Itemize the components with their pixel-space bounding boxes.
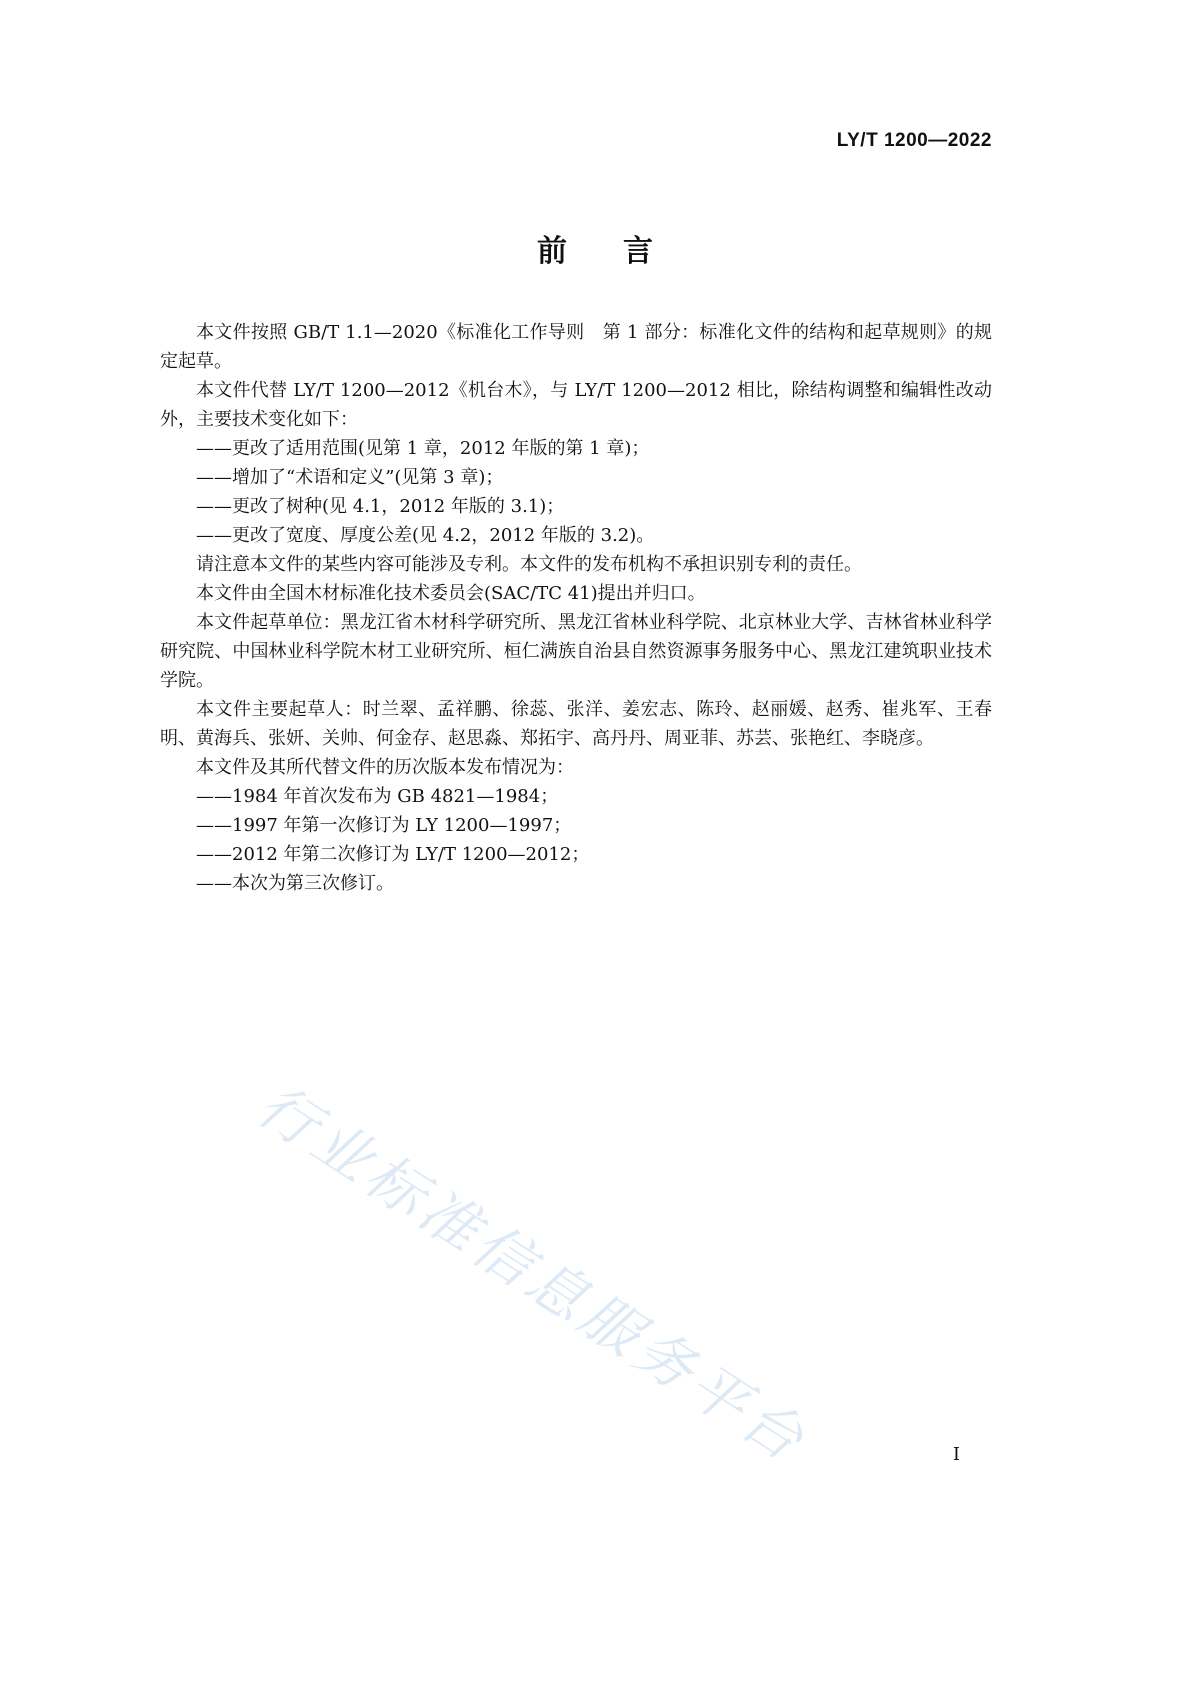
paragraph-drafting-rules: 本文件按照 GB/T 1.1—2020《标准化工作导则 第 1 部分：标准化文件的结构和起草规则》的规定起草。 xyxy=(160,322,992,372)
list-item-change-terms: ——增加了“术语和定义”(见第 3 章)； xyxy=(196,467,504,488)
list-item-history-2012: ——2012 年第二次修订为 LY/T 1200—2012； xyxy=(196,844,590,865)
paragraph-history-intro: 本文件及其所代替文件的历次版本发布情况为： xyxy=(196,757,574,778)
list-item-change-scope: ——更改了适用范围(见第 1 章，2012 年版的第 1 章)； xyxy=(196,438,650,459)
paragraph-patent-notice: 请注意本文件的某些内容可能涉及专利。本文件的发布机构不承担识别专利的责任。 xyxy=(196,554,862,575)
paragraph-proposer: 本文件由全国木材标准化技术委员会(SAC/TC 41)提出并归口。 xyxy=(196,583,706,604)
document-body xyxy=(160,318,992,898)
list-item-change-species: ——更改了树种(见 4.1，2012 年版的 3.1)； xyxy=(196,496,565,517)
list-item-history-1984: ——1984 年首次发布为 GB 4821—1984； xyxy=(196,786,559,807)
watermark: 行业标准信息服务平台 xyxy=(245,1070,820,1477)
list-item-history-current: ——本次为第三次修订。 xyxy=(196,873,394,894)
list-item-history-1997: ——1997 年第一次修订为 LY 1200—1997； xyxy=(196,815,572,836)
paragraph-drafting-units: 本文件起草单位：黑龙江省木材科学研究所、黑龙江省林业科学院、北京林业大学、吉林省林业科学研究院、中国林业科学院木材工业研究所、桓仁满族自治县自然资源事务服务中心、黑龙江建筑职业技术学院。 xyxy=(160,612,992,691)
paragraph-replacement: 本文件代替 LY/T 1200—2012《机台木》，与 LY/T 1200—2012 相比，除结构调整和编辑性改动外，主要技术变化如下： xyxy=(160,380,992,430)
document-code: LY/T 1200—2022 xyxy=(836,130,992,151)
list-item-change-tolerance: ——更改了宽度、厚度公差(见 4.2，2012 年版的 3.2)。 xyxy=(196,525,655,546)
page-number: I xyxy=(952,1444,960,1465)
paragraph-drafters: 本文件主要起草人：时兰翠、孟祥鹏、徐蕊、张洋、姜宏志、陈玲、赵丽媛、赵秀、崔兆军、王春明、黄海兵、张妍、关帅、何金存、赵思淼、郑拓宇、高丹丹、周亚菲、苏芸、张艳红、李晓彦。 xyxy=(160,699,992,749)
page-title: 前言 xyxy=(537,234,709,269)
